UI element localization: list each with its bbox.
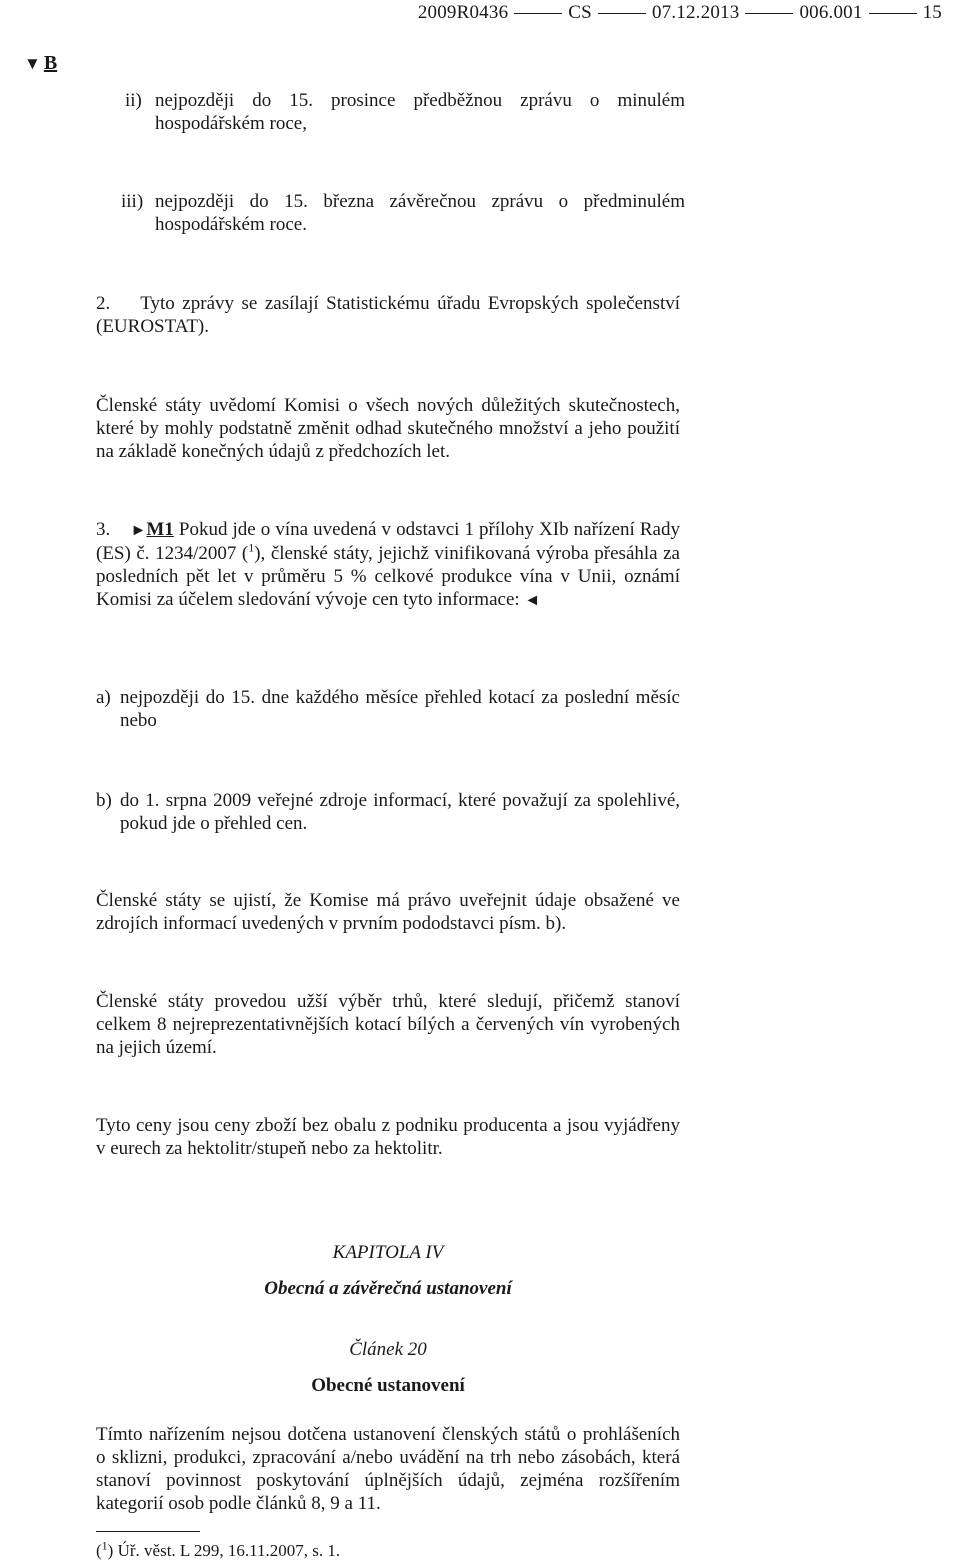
triangle-down-icon: ▼ [24,54,41,73]
doc-date: 07.12.2013 [651,2,740,23]
footnote-number: 1 [101,1538,108,1553]
list-item-iii [121,190,685,236]
chapter-title: Obecná a závěrečná ustanovení [264,1278,512,1299]
paragraph-number: 2. [96,293,111,314]
header-separator [745,13,793,14]
paragraph-text-part1: Pokud jde o vína uvedená v odstavci 1 přílohy XIb nařízení Rady (ES) č. 1234/2007 ( [96,519,680,564]
header-separator [869,13,917,14]
paragraph-3 [96,518,680,612]
paragraph-prices: Tyto ceny jsou ceny zboží bez obalu z podniku producenta a jsou vyjádřeny v eurech za hektolitr/stupeň nebo za hektolitr. [96,1115,680,1159]
paragraph-member-states-notify: Členské státy uvědomí Komisi o všech nových důležitých skutečnostech, které by mohly podstatně změnit odhad skutečného množství a jeho použití na základě konečných údajů z předchozích let. [96,395,680,462]
paragraph-text-part2: ), členské státy, jejichž vinifikovaná výroba přesáhla za posledních pět let v průměru 5 % celkové produkce vína v Unii, oznámí Komisi za účelem sledování vývoje cen tyto informace: [96,543,680,610]
doc-lang: CS [568,2,592,23]
list-item-a [96,686,680,732]
footnote: ($^1$) Úř. věst. L 299, 16.11.2007, s. 1. [96,1538,341,1560]
footnote-ref: 1 [248,540,255,555]
paragraph-2 [96,292,680,338]
amendment-start-icon: ► [130,522,147,539]
paragraph-article-20: Tímto nařízením nejsou dotčena ustanovení členských států o prohlášeních o sklizni, produkci, zpracování a/nebo uvádění na trh nebo zásobách, která stanoví povinnost poskytování úplnějších údajů, zejména rozšířením kategorií osob podle článků 8, 9 a 11. [96,1424,680,1514]
article-label: Článek 20 [349,1339,427,1360]
page-number: 15 [922,2,942,23]
item-text: nejpozději do 15. března závěrečnou zprávu o předminulém hospodářském roce. [155,191,685,235]
chapter-label: KAPITOLA IV [332,1242,444,1263]
footnote-rule [96,1531,200,1532]
item-number: b) [96,790,112,811]
list-item-b [96,789,680,835]
amendment-code-m1: M1 [146,519,174,540]
header-separator [514,13,562,14]
article-title: Obecné ustanovení [311,1375,465,1396]
doc-id: 2009R0436 [417,2,509,23]
item-number: a) [96,687,111,708]
item-number: iii) [121,191,144,212]
amendment-marker-b [24,52,57,75]
paragraph-number: 3. [96,519,111,540]
paragraph-text: Tyto zprávy se zasílají Statistickému úřadu Evropských společenství (EUROSTAT). [96,293,681,337]
item-text: nejpozději do 15. dne každého měsíce přehled kotací za poslední měsíc nebo [120,687,680,731]
item-text: do 1. srpna 2009 veřejné zdroje informací, které považují za spolehlivé, pokud jde o přehled cen. [120,790,680,834]
footnote-text: Úř. věst. L 299, 16.11.2007, s. 1. [117,1541,341,1560]
header-separator [598,13,646,14]
page-header [418,2,942,24]
paragraph-publish-data: Členské státy se ujistí, že Komise má právo uveřejnit údaje obsažené ve zdrojích informací uvedených v prvním pododstavci písm. b). [96,890,680,934]
item-text: nejpozději do 15. prosince předběžnou zprávu o minulém hospodářském roce, [155,90,685,134]
amendment-end-icon: ◄ [524,592,541,609]
paragraph-market-selection: Členské státy provedou užší výběr trhů, které sledují, přičemž stanoví celkem 8 nejreprezentativnějších kotací bílých a červených vín vyrobených na jejich území. [96,991,680,1058]
item-number: ii) [125,90,142,111]
amendment-code: B [43,52,58,74]
doc-version: 006.001 [799,2,863,23]
list-item-ii [125,89,685,135]
